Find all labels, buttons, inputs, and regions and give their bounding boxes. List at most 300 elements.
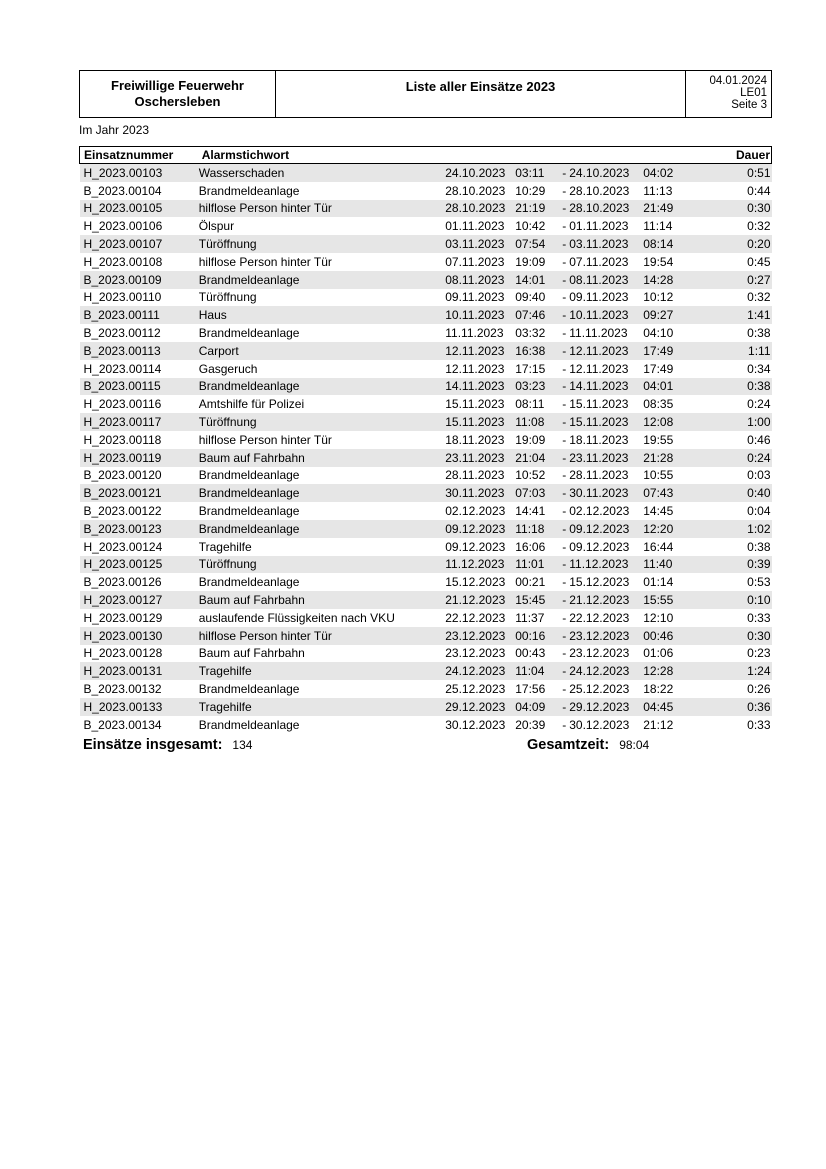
cell-duration: 1:41 bbox=[733, 306, 772, 324]
cell-start-date: 15.12.2023 bbox=[445, 575, 506, 590]
cell-duration: 0:40 bbox=[733, 484, 772, 502]
cell-end-date: 08.11.2023 bbox=[569, 272, 629, 287]
cell-end-time: 10:12 bbox=[643, 290, 674, 305]
cell-end-time: 14:45 bbox=[643, 504, 674, 519]
cell-range-separator: - bbox=[562, 539, 567, 554]
cell-range-separator: - bbox=[562, 183, 567, 198]
cell-start-date: 12.11.2023 bbox=[445, 361, 505, 376]
cell-end-date: 11.11.2023 bbox=[569, 326, 628, 341]
table-row bbox=[80, 662, 772, 680]
cell-start-date: 23.12.2023 bbox=[445, 646, 506, 661]
cell-range-separator: - bbox=[562, 468, 567, 483]
report-title: Liste aller Einsätze 2023 bbox=[276, 71, 686, 117]
cell-start-time: 14:01 bbox=[515, 272, 546, 287]
cell-time-range bbox=[445, 698, 733, 716]
cell-range-separator: - bbox=[562, 504, 567, 519]
cell-start-date: 24.12.2023 bbox=[445, 664, 506, 679]
cell-range-separator: - bbox=[562, 646, 567, 661]
cell-id: B_2023.00120 bbox=[83, 468, 162, 483]
table-row bbox=[80, 716, 772, 734]
cell-id: B_2023.00134 bbox=[83, 717, 162, 732]
cell-id: H_2023.00128 bbox=[83, 646, 163, 661]
cell-keyword: Tragehilfe bbox=[199, 698, 446, 716]
cell-end-time: 21:12 bbox=[643, 717, 674, 732]
cell-start-time: 11:18 bbox=[515, 521, 545, 536]
cell-id: H_2023.00129 bbox=[83, 610, 163, 625]
cell-range-separator: - bbox=[562, 593, 567, 608]
cell-start-time: 10:29 bbox=[515, 183, 546, 198]
cell-keyword: hilflose Person hinter Tür bbox=[199, 627, 446, 645]
cell-keyword: hilflose Person hinter Tür bbox=[198, 254, 332, 269]
cell-start-time: 08:11 bbox=[515, 397, 545, 412]
cell-keyword: Ölspur bbox=[198, 219, 235, 234]
table-row bbox=[80, 253, 772, 271]
cell-end-date: 18.11.2023 bbox=[569, 432, 629, 447]
cell-id: H_2023.00127 bbox=[80, 591, 199, 609]
cell-keyword: Brandmeldeanlage bbox=[198, 717, 300, 732]
report-header bbox=[79, 70, 772, 118]
cell-time-range bbox=[445, 182, 733, 200]
cell-time-range bbox=[445, 538, 733, 556]
cell-start-date: 28.10.2023 bbox=[445, 183, 506, 198]
cell-end-time: 17:49 bbox=[643, 343, 674, 358]
cell-id: H_2023.00105 bbox=[80, 200, 199, 218]
cell-duration: 0:53 bbox=[747, 575, 771, 590]
cell-end-date: 28.10.2023 bbox=[569, 201, 630, 216]
cell-end-date: 21.12.2023 bbox=[569, 593, 630, 608]
table-row bbox=[80, 467, 772, 485]
table-row bbox=[80, 217, 772, 235]
cell-range-separator: - bbox=[562, 343, 567, 358]
cell-duration: 0:46 bbox=[747, 432, 771, 447]
report-code: LE01 bbox=[740, 87, 767, 99]
cell-end-time: 16:44 bbox=[643, 539, 674, 554]
cell-end-time: 07:43 bbox=[643, 486, 674, 501]
cell-time-range bbox=[445, 680, 733, 698]
cell-start-time: 07:54 bbox=[515, 237, 546, 252]
cell-keyword: Carport bbox=[199, 342, 446, 360]
cell-range-separator: - bbox=[562, 450, 567, 465]
table-row bbox=[80, 680, 772, 698]
cell-id: B_2023.00126 bbox=[83, 575, 162, 590]
cell-end-time: 08:35 bbox=[643, 397, 674, 412]
total-incidents bbox=[83, 737, 252, 753]
cell-duration: 0:34 bbox=[747, 361, 771, 376]
cell-id: B_2023.00112 bbox=[83, 326, 161, 341]
cell-start-date: 11.11.2023 bbox=[445, 326, 504, 341]
cell-keyword: Baum auf Fahrbahn bbox=[199, 449, 446, 467]
cell-keyword: auslaufende Flüssigkeiten nach VKU bbox=[198, 610, 395, 625]
cell-time-range bbox=[445, 253, 733, 271]
cell-range-separator: - bbox=[562, 397, 567, 412]
cell-end-date: 09.12.2023 bbox=[569, 539, 630, 554]
total-incidents-value: 134 bbox=[232, 738, 253, 752]
cell-time-range bbox=[445, 609, 733, 627]
cell-end-date: 15.12.2023 bbox=[569, 575, 630, 590]
table-row bbox=[80, 556, 772, 574]
cell-end-date: 14.11.2023 bbox=[569, 379, 629, 394]
cell-start-time: 14:41 bbox=[515, 504, 546, 519]
cell-range-separator: - bbox=[562, 699, 567, 714]
cell-range-separator: - bbox=[562, 610, 567, 625]
cell-start-time: 11:37 bbox=[515, 610, 545, 625]
cell-range-separator: - bbox=[562, 165, 567, 180]
cell-end-date: 24.10.2023 bbox=[569, 165, 630, 180]
cell-start-time: 03:23 bbox=[515, 379, 546, 394]
cell-time-range bbox=[445, 645, 733, 663]
cell-keyword: Wasserschaden bbox=[199, 164, 446, 182]
cell-keyword: Tragehilfe bbox=[198, 539, 252, 554]
cell-keyword: Türöffnung bbox=[199, 413, 446, 431]
cell-start-date: 09.12.2023 bbox=[445, 539, 506, 554]
cell-keyword: Brandmeldeanlage bbox=[198, 468, 300, 483]
cell-keyword: Brandmeldeanlage bbox=[198, 575, 300, 590]
cell-keyword: Amtshilfe für Polizei bbox=[198, 397, 305, 412]
cell-end-date: 22.12.2023 bbox=[569, 610, 630, 625]
column-header-time bbox=[445, 147, 733, 164]
cell-range-separator: - bbox=[562, 664, 567, 679]
cell-end-time: 08:14 bbox=[643, 237, 674, 252]
cell-start-time: 04:09 bbox=[515, 699, 546, 714]
cell-end-date: 28.10.2023 bbox=[569, 183, 630, 198]
report-date: 04.01.2024 bbox=[709, 75, 767, 87]
cell-end-time: 12:08 bbox=[643, 415, 674, 430]
cell-start-time: 16:06 bbox=[515, 539, 546, 554]
cell-time-range bbox=[445, 235, 733, 253]
table-row bbox=[80, 200, 772, 218]
cell-duration: 0:27 bbox=[733, 271, 772, 289]
cell-range-separator: - bbox=[562, 254, 567, 269]
cell-id: B_2023.00109 bbox=[80, 271, 199, 289]
table-row bbox=[80, 360, 772, 378]
cell-duration: 0:38 bbox=[747, 326, 771, 341]
cell-keyword: Türöffnung bbox=[199, 235, 446, 253]
cell-range-separator: - bbox=[562, 717, 567, 732]
cell-id: B_2023.00111 bbox=[80, 306, 199, 324]
cell-id: B_2023.00113 bbox=[80, 342, 199, 360]
cell-start-time: 03:11 bbox=[515, 165, 545, 180]
org-line-2: Oschersleben bbox=[134, 94, 221, 109]
cell-duration: 0:03 bbox=[747, 468, 771, 483]
cell-time-range bbox=[445, 467, 733, 485]
cell-duration: 0:44 bbox=[747, 183, 771, 198]
cell-end-time: 19:55 bbox=[643, 432, 674, 447]
cell-keyword: Brandmeldeanlage bbox=[199, 520, 446, 538]
cell-time-range bbox=[445, 520, 733, 538]
cell-start-date: 30.12.2023 bbox=[445, 717, 506, 732]
table-row bbox=[80, 573, 772, 591]
cell-start-time: 11:01 bbox=[515, 557, 545, 572]
cell-start-date: 12.11.2023 bbox=[445, 343, 505, 358]
table-row bbox=[80, 431, 772, 449]
cell-start-date: 07.11.2023 bbox=[445, 254, 505, 269]
column-header-keyword: Alarmstichwort bbox=[199, 147, 446, 164]
table-row bbox=[80, 413, 772, 431]
cell-end-date: 09.12.2023 bbox=[569, 521, 630, 536]
cell-time-range bbox=[445, 662, 733, 680]
cell-start-time: 17:56 bbox=[515, 682, 546, 696]
cell-duration: 1:11 bbox=[733, 342, 772, 360]
cell-time-range bbox=[445, 573, 733, 591]
cell-time-range bbox=[445, 716, 733, 734]
cell-start-date: 11.12.2023 bbox=[445, 557, 505, 572]
cell-start-date: 01.11.2023 bbox=[445, 219, 505, 234]
cell-duration: 0:39 bbox=[733, 556, 772, 574]
cell-end-date: 23.12.2023 bbox=[569, 646, 630, 661]
cell-start-date: 30.11.2023 bbox=[445, 486, 505, 501]
cell-time-range bbox=[445, 200, 733, 218]
cell-id: H_2023.00108 bbox=[83, 254, 163, 269]
total-time-label: Gesamtzeit: bbox=[527, 737, 610, 753]
cell-end-time: 04:01 bbox=[643, 379, 674, 394]
table-row bbox=[80, 289, 772, 307]
cell-time-range bbox=[445, 289, 733, 307]
cell-keyword: Brandmeldeanlage bbox=[199, 484, 446, 502]
cell-end-time: 04:10 bbox=[643, 326, 674, 341]
cell-end-date: 24.12.2023 bbox=[569, 664, 630, 679]
cell-start-date: 08.11.2023 bbox=[445, 272, 505, 287]
cell-start-time: 10:42 bbox=[515, 219, 546, 234]
cell-start-time: 17:15 bbox=[515, 361, 546, 376]
column-header-id: Einsatznummer bbox=[80, 147, 199, 164]
cell-end-time: 17:49 bbox=[643, 361, 674, 376]
cell-time-range bbox=[445, 360, 733, 378]
cell-start-date: 14.11.2023 bbox=[445, 379, 505, 394]
table-row bbox=[80, 164, 772, 182]
cell-end-time: 19:54 bbox=[643, 254, 674, 269]
cell-id: B_2023.00121 bbox=[80, 484, 199, 502]
cell-keyword: Gasgeruch bbox=[198, 361, 258, 376]
cell-keyword: hilflose Person hinter Tür bbox=[198, 432, 332, 447]
cell-start-time: 19:09 bbox=[515, 254, 546, 269]
cell-keyword: Brandmeldeanlage bbox=[198, 504, 300, 519]
table-row bbox=[80, 591, 772, 609]
cell-time-range bbox=[445, 342, 733, 360]
cell-start-time: 11:04 bbox=[515, 664, 545, 679]
table-row bbox=[80, 698, 772, 716]
table-row bbox=[80, 538, 772, 556]
cell-end-date: 30.11.2023 bbox=[569, 486, 629, 501]
cell-start-time: 07:03 bbox=[515, 486, 546, 501]
table-body bbox=[80, 164, 772, 734]
cell-start-date: 09.12.2023 bbox=[445, 521, 506, 536]
cell-end-time: 11:40 bbox=[643, 557, 673, 572]
incident-table bbox=[79, 146, 772, 734]
cell-range-separator: - bbox=[562, 432, 567, 447]
cell-end-date: 12.11.2023 bbox=[569, 361, 629, 376]
cell-id: B_2023.00104 bbox=[83, 183, 162, 198]
cell-range-separator: - bbox=[562, 628, 567, 643]
cell-end-time: 12:28 bbox=[643, 664, 674, 679]
cell-end-time: 01:14 bbox=[643, 575, 674, 590]
cell-duration: 0:38 bbox=[733, 378, 772, 396]
cell-range-separator: - bbox=[562, 237, 567, 252]
cell-id: H_2023.00114 bbox=[83, 361, 162, 376]
cell-duration: 0:38 bbox=[747, 539, 771, 554]
cell-start-date: 22.12.2023 bbox=[445, 610, 506, 625]
cell-end-time: 21:28 bbox=[643, 450, 674, 465]
cell-range-separator: - bbox=[562, 326, 567, 341]
cell-start-time: 00:21 bbox=[515, 575, 546, 590]
cell-end-date: 11.12.2023 bbox=[569, 557, 629, 572]
cell-end-time: 18:22 bbox=[643, 682, 674, 696]
cell-id: H_2023.00125 bbox=[80, 556, 199, 574]
cell-start-time: 15:45 bbox=[515, 593, 546, 608]
cell-keyword: Haus bbox=[199, 306, 446, 324]
cell-id: H_2023.00107 bbox=[80, 235, 199, 253]
cell-range-separator: - bbox=[562, 682, 567, 696]
cell-id: H_2023.00124 bbox=[83, 539, 163, 554]
cell-keyword: Brandmeldeanlage bbox=[198, 183, 300, 198]
cell-end-time: 14:28 bbox=[643, 272, 674, 287]
cell-time-range bbox=[445, 627, 733, 645]
cell-id: H_2023.00103 bbox=[80, 164, 199, 182]
cell-time-range bbox=[445, 164, 733, 182]
table-row bbox=[80, 520, 772, 538]
cell-start-time: 03:32 bbox=[515, 326, 546, 341]
table-header-row bbox=[80, 147, 772, 164]
cell-duration: 0:32 bbox=[747, 219, 771, 234]
cell-start-date: 09.11.2023 bbox=[445, 290, 505, 305]
cell-id: B_2023.00122 bbox=[83, 504, 162, 519]
cell-keyword: Baum auf Fahrbahn bbox=[199, 591, 446, 609]
cell-end-time: 21:49 bbox=[643, 201, 674, 216]
cell-range-separator: - bbox=[562, 361, 567, 376]
cell-time-range bbox=[445, 591, 733, 609]
cell-start-date: 23.12.2023 bbox=[445, 628, 506, 643]
report-meta bbox=[686, 71, 771, 117]
cell-end-date: 25.12.2023 bbox=[569, 682, 630, 696]
cell-keyword: hilflose Person hinter Tür bbox=[199, 200, 446, 218]
cell-end-date: 07.11.2023 bbox=[569, 254, 629, 269]
cell-keyword: Brandmeldeanlage bbox=[199, 378, 446, 396]
cell-start-date: 15.11.2023 bbox=[445, 415, 505, 430]
cell-end-time: 10:55 bbox=[643, 468, 674, 483]
cell-duration: 0:26 bbox=[747, 682, 771, 696]
cell-start-date: 15.11.2023 bbox=[445, 397, 505, 412]
cell-end-time: 15:55 bbox=[643, 593, 674, 608]
cell-duration: 0:51 bbox=[733, 164, 772, 182]
table-row bbox=[80, 342, 772, 360]
cell-start-time: 07:46 bbox=[515, 308, 546, 323]
cell-id: H_2023.00116 bbox=[83, 397, 162, 412]
cell-end-time: 09:27 bbox=[643, 308, 674, 323]
table-row bbox=[80, 235, 772, 253]
cell-duration: 0:10 bbox=[733, 591, 772, 609]
cell-keyword: Baum auf Fahrbahn bbox=[198, 646, 305, 661]
cell-duration: 0:36 bbox=[733, 698, 772, 716]
total-time bbox=[527, 737, 649, 753]
cell-start-date: 02.12.2023 bbox=[445, 504, 506, 519]
cell-end-date: 30.12.2023 bbox=[569, 717, 630, 732]
cell-start-time: 10:52 bbox=[515, 468, 546, 483]
cell-end-date: 12.11.2023 bbox=[569, 343, 629, 358]
cell-duration: 0:33 bbox=[747, 717, 771, 732]
table-row bbox=[80, 306, 772, 324]
cell-id: B_2023.00123 bbox=[80, 520, 199, 538]
cell-duration: 0:23 bbox=[747, 646, 771, 661]
cell-start-date: 03.11.2023 bbox=[445, 237, 505, 252]
cell-end-date: 23.11.2023 bbox=[569, 450, 629, 465]
cell-keyword: Brandmeldeanlage bbox=[198, 682, 300, 696]
cell-start-time: 00:43 bbox=[515, 646, 546, 661]
cell-id: H_2023.00117 bbox=[80, 413, 199, 431]
cell-end-date: 01.11.2023 bbox=[569, 219, 629, 234]
cell-start-time: 16:38 bbox=[515, 343, 546, 358]
cell-end-date: 03.11.2023 bbox=[569, 237, 629, 252]
cell-range-separator: - bbox=[562, 575, 567, 590]
cell-id: H_2023.00119 bbox=[80, 449, 199, 467]
table-row bbox=[80, 645, 772, 663]
table-row bbox=[80, 182, 772, 200]
cell-start-date: 24.10.2023 bbox=[445, 165, 506, 180]
cell-id: B_2023.00132 bbox=[83, 682, 162, 696]
cell-time-range bbox=[445, 431, 733, 449]
total-time-value: 98:04 bbox=[619, 738, 650, 752]
cell-time-range bbox=[445, 271, 733, 289]
table-row bbox=[80, 627, 772, 645]
cell-duration: 0:24 bbox=[747, 397, 771, 412]
cell-end-date: 28.11.2023 bbox=[569, 468, 629, 483]
cell-id: H_2023.00106 bbox=[83, 219, 163, 234]
cell-time-range bbox=[445, 502, 733, 520]
cell-id: H_2023.00130 bbox=[80, 627, 199, 645]
page-number: Seite 3 bbox=[731, 99, 767, 111]
cell-end-time: 04:02 bbox=[643, 165, 674, 180]
cell-duration: 0:04 bbox=[747, 504, 771, 519]
cell-start-date: 25.12.2023 bbox=[445, 682, 506, 696]
cell-end-time: 04:45 bbox=[643, 699, 674, 714]
table-row bbox=[80, 271, 772, 289]
cell-keyword: Brandmeldeanlage bbox=[198, 326, 300, 341]
cell-time-range bbox=[445, 306, 733, 324]
cell-duration: 0:45 bbox=[747, 254, 771, 269]
table-row bbox=[80, 609, 772, 627]
cell-end-date: 02.12.2023 bbox=[569, 504, 630, 519]
year-label: Im Jahr 2023 bbox=[79, 123, 150, 137]
cell-start-time: 20:39 bbox=[515, 717, 546, 732]
cell-duration: 0:24 bbox=[733, 449, 772, 467]
cell-duration: 0:30 bbox=[733, 627, 772, 645]
cell-range-separator: - bbox=[562, 379, 567, 394]
organization-name bbox=[80, 71, 276, 117]
cell-keyword: Tragehilfe bbox=[199, 662, 446, 680]
cell-duration: 0:20 bbox=[733, 235, 772, 253]
cell-start-date: 28.10.2023 bbox=[445, 201, 506, 216]
cell-start-time: 21:19 bbox=[515, 201, 546, 216]
cell-range-separator: - bbox=[562, 521, 567, 536]
table-row bbox=[80, 502, 772, 520]
cell-end-date: 15.11.2023 bbox=[569, 397, 629, 412]
cell-start-time: 21:04 bbox=[515, 450, 546, 465]
cell-time-range bbox=[445, 556, 733, 574]
cell-end-date: 15.11.2023 bbox=[569, 415, 629, 430]
cell-time-range bbox=[445, 378, 733, 396]
cell-keyword: Türöffnung bbox=[199, 556, 446, 574]
cell-duration: 1:00 bbox=[733, 413, 772, 431]
cell-duration: 1:24 bbox=[733, 662, 772, 680]
cell-keyword: Türöffnung bbox=[198, 290, 257, 305]
cell-range-separator: - bbox=[562, 201, 567, 216]
cell-keyword: Brandmeldeanlage bbox=[199, 271, 446, 289]
cell-range-separator: - bbox=[562, 557, 567, 572]
total-incidents-label: Einsätze insgesamt: bbox=[83, 737, 223, 753]
cell-range-separator: - bbox=[562, 308, 567, 323]
cell-end-time: 00:46 bbox=[643, 628, 674, 643]
cell-start-date: 21.12.2023 bbox=[445, 593, 506, 608]
cell-start-date: 29.12.2023 bbox=[445, 699, 506, 714]
cell-range-separator: - bbox=[562, 219, 567, 234]
